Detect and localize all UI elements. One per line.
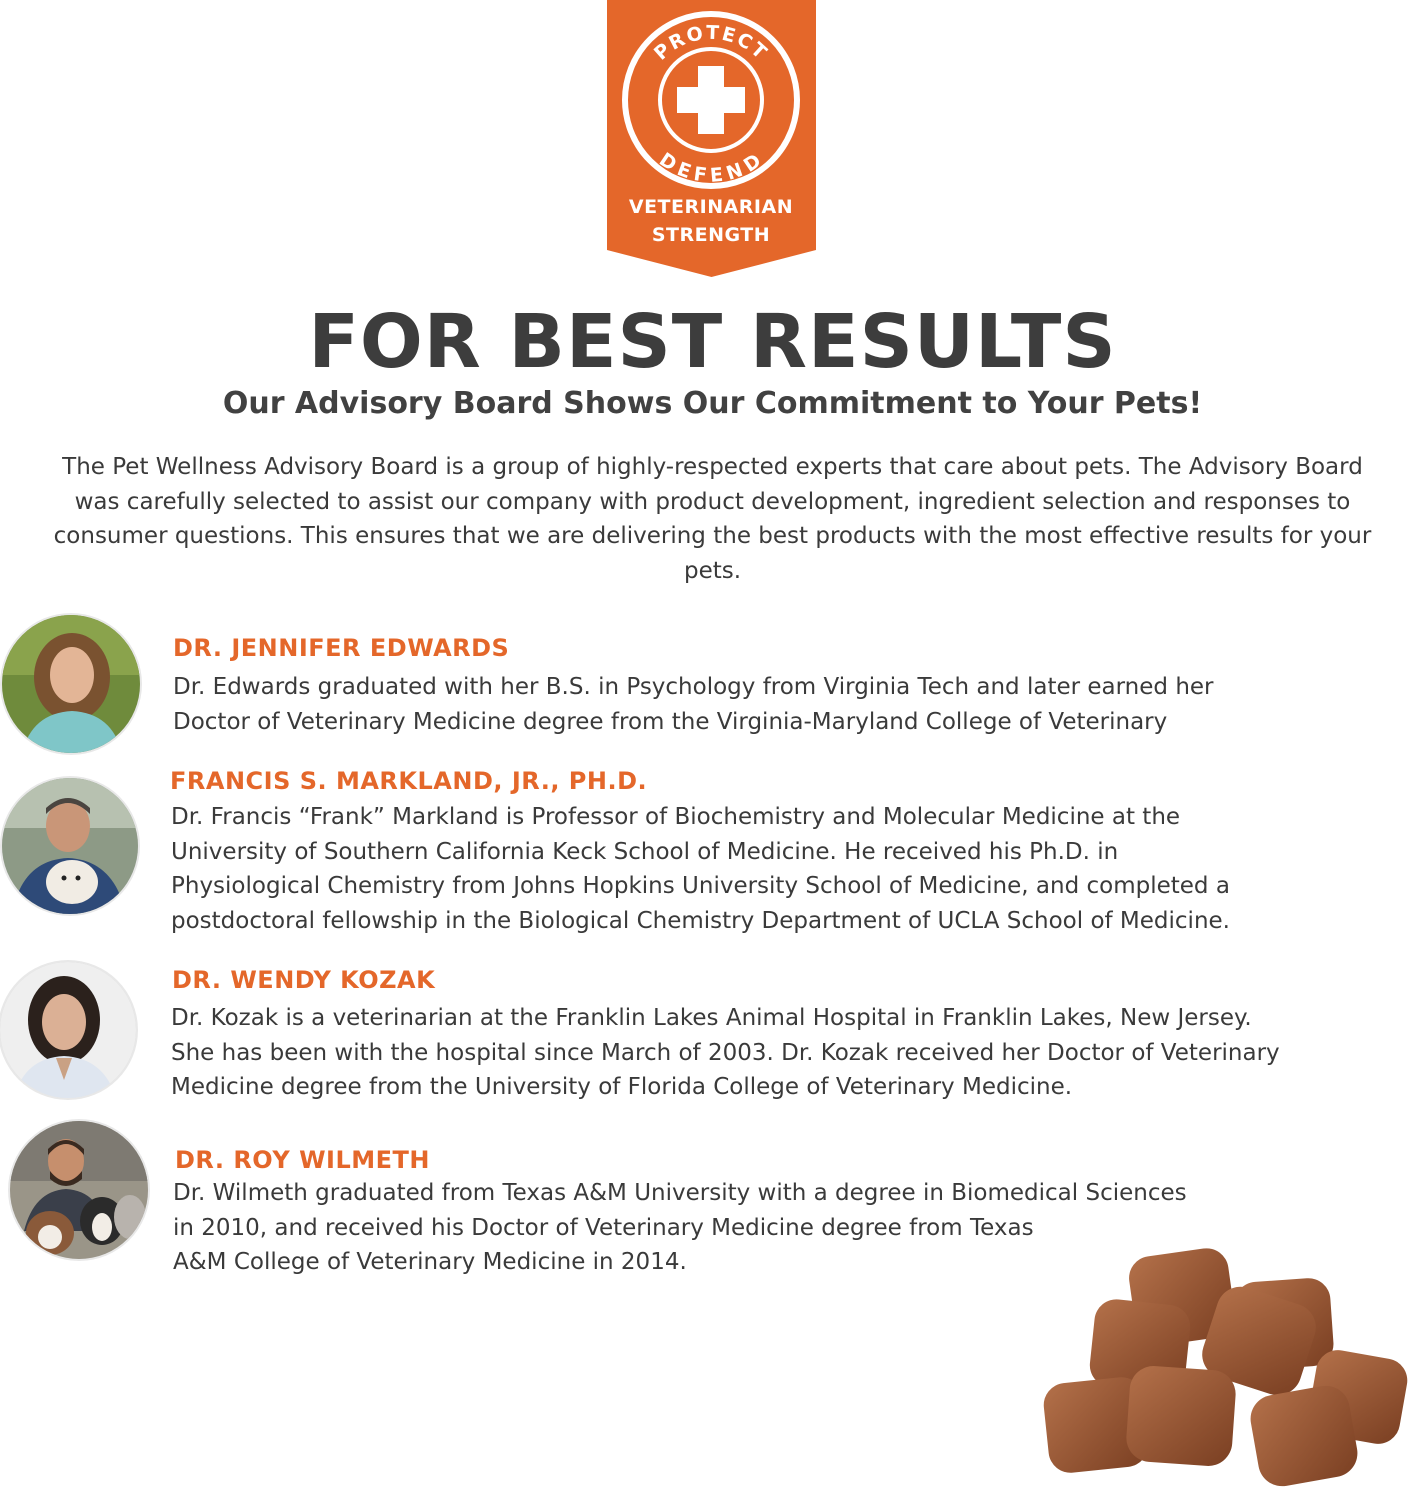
bio-line: She has been with the hospital since March of 2003. Dr. Kozak received her Doctor of Veterinary [171, 1039, 1280, 1066]
advisory-member-kozak [0, 962, 1425, 1112]
member-name: DR. JENNIFER EDWARDS [173, 634, 510, 662]
bio-line: postdoctoral fellowship in the Biological Chemistry Department of UCLA School of Medicine. [171, 907, 1230, 934]
bio-line: Medicine degree from the University of Florida College of Veterinary Medicine. [171, 1074, 1073, 1100]
bio-line: Physiological Chemistry from Johns Hopkins University School of Medicine, and completed a [171, 873, 1230, 899]
veterinarian-strength-badge [607, 0, 816, 277]
intro-paragraph: The Pet Wellness Advisory Board is a group of highly-respected experts that care about pets. The Advisory Board was carefully selected to assist our company with product development, ingredient selection and responses to consumer questions. This ensures that we are delivering the best products with the most effective results for your pets. [53, 454, 1372, 584]
soft-chew-treats-image [1040, 1240, 1425, 1500]
bio-line: University of Southern California Keck School of Medicine. He received his Ph.D. in [171, 838, 1119, 865]
member-bio [171, 800, 1230, 938]
bio-line: A&M College of Veterinary Medicine in 2014. [173, 1249, 687, 1275]
avatar-wendy-kozak [0, 962, 136, 1098]
member-bio [173, 670, 1214, 739]
avatar-roy-wilmeth [10, 1121, 148, 1259]
member-name: FRANCIS S. MARKLAND, JR., PH.D. [170, 767, 648, 795]
page-headline: FOR BEST RESULTS [308, 299, 1117, 385]
avatar-jennifer-edwards [2, 615, 140, 753]
badge-ring-top-text: PROTECT [649, 21, 773, 65]
bio-line: Doctor of Veterinary Medicine degree from the Virginia-Maryland College of Veterinary [173, 708, 1168, 735]
member-bio [173, 1176, 1187, 1280]
badge-line2: STRENGTH [651, 224, 771, 246]
treat-chew [1247, 1382, 1361, 1490]
page-subheadline: Our Advisory Board Shows Our Commitment to Your Pets! [222, 386, 1203, 421]
bio-line: Dr. Francis “Frank” Markland is Professor of Biochemistry and Molecular Medicine at the [171, 804, 1181, 830]
avatar-francis-markland [2, 778, 138, 914]
member-name: DR. ROY WILMETH [175, 1146, 431, 1174]
bio-line: Dr. Kozak is a veterinarian at the Franklin Lakes Animal Hospital in Franklin Lakes, New Jersey. [171, 1005, 1252, 1031]
advisory-member-edwards [0, 612, 1425, 762]
bio-line: in 2010, and received his Doctor of Veterinary Medicine degree from Texas [173, 1214, 1034, 1241]
member-bio [171, 1001, 1280, 1105]
member-name: DR. WENDY KOZAK [172, 966, 436, 994]
badge-graphic [607, 0, 816, 277]
bio-line: Dr. Edwards graduated with her B.S. in Psychology from Virginia Tech and later earned her [173, 674, 1214, 700]
bio-line: Dr. Wilmeth graduated from Texas A&M University with a degree in Biomedical Sciences [173, 1180, 1187, 1206]
treat-chew [1125, 1364, 1237, 1467]
advisory-member-markland [0, 762, 1425, 942]
badge-ring-bottom-text: DEFEND [655, 148, 767, 187]
badge-line1: VETERINARIAN [628, 196, 794, 218]
